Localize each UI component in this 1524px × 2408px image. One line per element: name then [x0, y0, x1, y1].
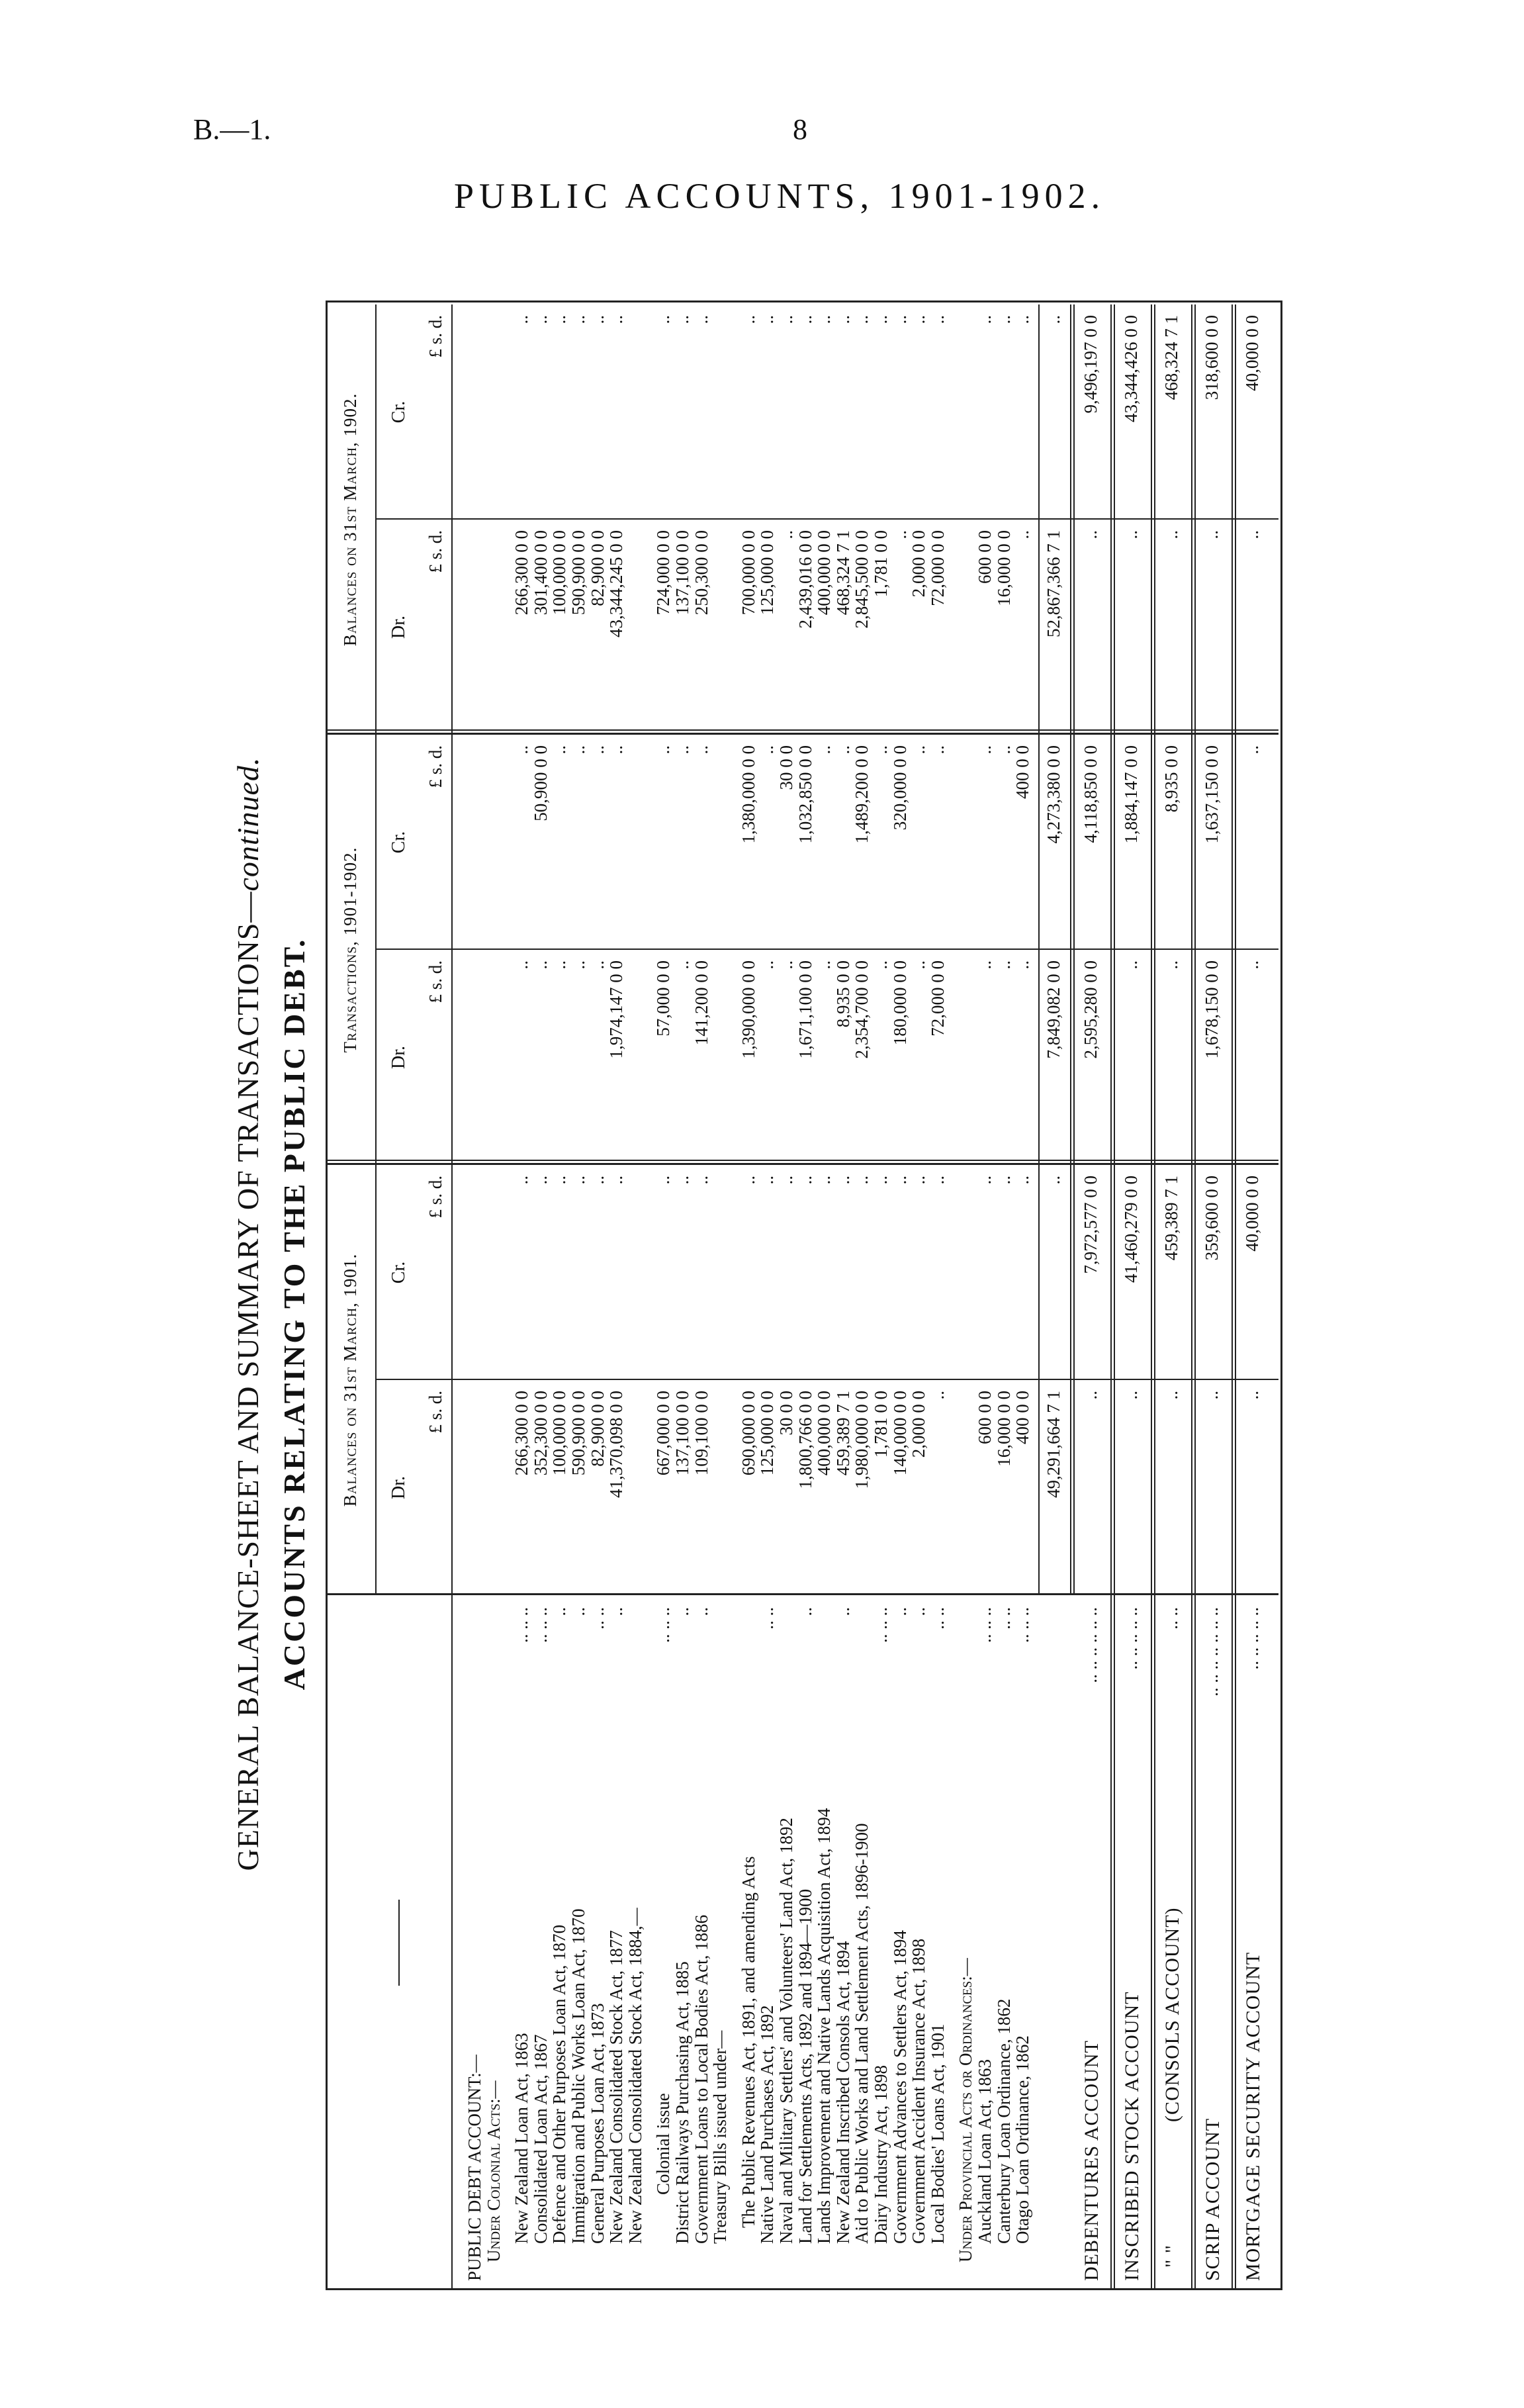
row-value: 700,000 0 0 [738, 530, 758, 616]
ditto-mark: " " [1161, 2245, 1184, 2268]
total-value: 4,273,380 0 0 [1043, 745, 1063, 844]
column-separator [375, 1379, 1278, 1380]
row-label: Auckland Loan Act, 1863 [975, 2059, 995, 2244]
row-value: .. [606, 745, 627, 755]
row-value: 43,344,245 0 0 [606, 530, 627, 637]
row-value: .. [512, 1176, 532, 1185]
account-value: 40,000 0 0 [1242, 315, 1263, 391]
row-value: 266,300 0 0 [512, 1391, 532, 1476]
row-leader: .. .. .. [975, 1607, 995, 1643]
row-value: .. [776, 530, 796, 539]
row-label: New Zealand Consolidated Stock Act, 1877 [606, 1930, 627, 2244]
row-value: 724,000 0 0 [653, 530, 674, 616]
row-leader: .. [909, 1607, 929, 1616]
row-value: 41,370,098 0 0 [606, 1391, 627, 1498]
total-value: 7,849,082 0 0 [1043, 960, 1063, 1059]
row-value: .. [993, 960, 1014, 970]
row-value: 125,000 0 0 [757, 530, 778, 616]
row-value: 1,489,200 0 0 [852, 745, 872, 844]
row-value: .. [672, 315, 692, 324]
total-value: 49,291,664 7 1 [1043, 1391, 1063, 1498]
account-value: .. [1242, 960, 1263, 970]
row-value: .. [993, 745, 1014, 755]
row-value: .. [889, 530, 910, 539]
account-label: INSCRIBED STOCK ACCOUNT [1121, 1991, 1143, 2281]
header-rule [451, 304, 453, 2290]
account-value: .. [1202, 530, 1222, 539]
row-leader: .. .. [927, 1607, 948, 1630]
row-value: .. [691, 315, 711, 324]
row-value: .. [672, 745, 692, 755]
row-value: .. [587, 315, 607, 324]
row-leader: .. .. .. [512, 1607, 532, 1643]
row-value: .. [653, 315, 674, 324]
account-value: 1,637,150 0 0 [1202, 745, 1222, 844]
row-label: Under Provincial Acts or Ordinances:— [956, 1958, 976, 2262]
row-leader: .. .. .. [653, 1607, 674, 1643]
row-label: Otago Loan Ordinance, 1862 [1012, 2035, 1033, 2244]
account-value: .. [1161, 1391, 1182, 1400]
row-leader: .. [606, 1607, 627, 1616]
row-leader: .. [889, 1607, 910, 1616]
account-value: 318,600 0 0 [1202, 315, 1222, 400]
row-value: .. [549, 745, 570, 755]
row-value: .. [606, 315, 627, 324]
account-label: (CONSOLS ACCOUNT) [1161, 1907, 1184, 2122]
row-value: 137,100 0 0 [672, 530, 692, 616]
row-value: 400 0 0 [1012, 745, 1033, 799]
row-value: 2,845,500 0 0 [852, 530, 872, 629]
row-value: .. [832, 315, 853, 324]
report-code: B.—1. [193, 113, 271, 146]
row-value: 1,974,147 0 0 [606, 960, 627, 1059]
column-separator [326, 1593, 1278, 1595]
row-value: .. [852, 315, 872, 324]
account-value: 468,324 7 1 [1161, 315, 1182, 400]
row-label: Local Bodies' Loans Act, 1901 [927, 2023, 948, 2244]
column-header-cr: Cr. [388, 400, 409, 424]
row-value: .. [530, 960, 551, 970]
row-value: .. [738, 315, 758, 324]
account-value: 459,389 7 1 [1161, 1176, 1182, 1261]
row-value: 2,439,016 0 0 [795, 530, 815, 629]
row-value: .. [512, 745, 532, 755]
row-leader: .. [691, 1607, 711, 1616]
section-rule [1235, 304, 1236, 2290]
row-value: 1,800,766 0 0 [795, 1391, 815, 1489]
row-value: .. [587, 960, 607, 970]
row-value: 468,324 7 1 [832, 530, 853, 616]
account-value: 41,460,279 0 0 [1121, 1176, 1142, 1283]
row-value: .. [549, 960, 570, 970]
row-value: .. [909, 1176, 929, 1185]
row-value: .. [1012, 960, 1033, 970]
account-label: MORTGAGE SECURITY ACCOUNT [1242, 1951, 1265, 2281]
row-value: 30 0 0 [776, 745, 796, 790]
row-value: 400,000 0 0 [814, 530, 834, 616]
row-value: 141,200 0 0 [691, 960, 711, 1046]
row-value: .. [832, 745, 853, 755]
account-value: 7,972,577 0 0 [1081, 1176, 1101, 1274]
account-value: .. [1081, 530, 1101, 539]
account-value: .. [1242, 745, 1263, 755]
row-label: Lands Improvement and Native Lands Acquisition Act, 1894 [814, 1808, 834, 2244]
row-value: .. [530, 315, 551, 324]
row-value: .. [512, 960, 532, 970]
row-value: .. [1012, 1176, 1033, 1185]
row-value: 2,000 0 0 [909, 1391, 929, 1458]
account-value: .. [1121, 1391, 1142, 1400]
row-value: 1,390,000 0 0 [738, 960, 758, 1059]
row-label: Immigration and Public Works Loan Act, 1870 [568, 1908, 588, 2244]
account-value: 40,000 0 0 [1242, 1176, 1263, 1252]
row-value: .. [653, 1176, 674, 1185]
column-units: £ s. d. [426, 530, 445, 573]
row-value: 590,900 0 0 [568, 530, 588, 616]
row-value: .. [871, 315, 891, 324]
document-subtitle: ACCOUNTS RELATING TO THE PUBLIC DEBT. [277, 937, 311, 1690]
row-value: .. [776, 960, 796, 970]
row-value: .. [795, 1176, 815, 1185]
total-value: .. [1043, 1176, 1063, 1185]
row-label: Canterbury Loan Ordinance, 1862 [993, 1998, 1014, 2244]
row-value: .. [993, 315, 1014, 324]
row-label: Consolidated Loan Act, 1867 [530, 2034, 551, 2244]
row-value: .. [606, 1176, 627, 1185]
row-value: 667,000 0 0 [653, 1391, 674, 1476]
row-value: 100,000 0 0 [549, 1391, 570, 1476]
row-label: Under Colonial Acts:— [483, 2080, 504, 2262]
account-value: .. [1121, 530, 1142, 539]
row-value: .. [795, 315, 815, 324]
row-value: .. [1012, 315, 1033, 324]
page-title: PUBLIC ACCOUNTS, 1901-1902. [454, 176, 1106, 216]
total-rule [1070, 304, 1071, 1595]
column-header-dr: Dr. [388, 1046, 409, 1069]
column-separator [326, 1160, 1278, 1161]
row-label: Native Land Purchases Act, 1892 [757, 2005, 778, 2244]
column-separator [375, 949, 1278, 950]
row-value: 600 0 0 [975, 1391, 995, 1444]
row-label: PUBLIC DEBT ACCOUNT:— [465, 2055, 484, 2281]
row-label: Treasury Bills issued under— [710, 2030, 731, 2244]
row-value: .. [691, 1176, 711, 1185]
row-value: 590,900 0 0 [568, 1391, 588, 1476]
section-rule [1110, 304, 1112, 2290]
row-value: .. [871, 960, 891, 970]
header-dash [398, 1900, 400, 1986]
column-separator [326, 1163, 1278, 1165]
account-value: 1,884,147 0 0 [1121, 745, 1142, 844]
row-label: The Public Revenues Act, 1891, and amending Acts [738, 1856, 758, 2228]
row-value: 400 0 0 [1012, 1391, 1033, 1444]
row-value: 400,000 0 0 [814, 1391, 834, 1476]
section-rule [1191, 304, 1192, 2290]
row-value: .. [927, 1391, 948, 1400]
row-value: .. [568, 315, 588, 324]
row-value: .. [568, 960, 588, 970]
column-separator [375, 518, 1278, 520]
row-leader: .. [832, 1607, 853, 1616]
row-value: 57,000 0 0 [653, 960, 674, 1037]
row-value: .. [927, 1176, 948, 1185]
row-leader: .. [568, 1607, 588, 1616]
column-header-dr: Dr. [388, 1476, 409, 1499]
row-value: .. [549, 1176, 570, 1185]
total-rule [1073, 304, 1075, 1595]
column-separator [326, 729, 1278, 731]
row-label: New Zealand Inscribed Consols Act, 1894 [832, 1941, 853, 2244]
row-value: 320,000 0 0 [889, 745, 910, 831]
row-value: .. [587, 1176, 607, 1185]
account-value: .. [1161, 530, 1182, 539]
row-value: .. [852, 1176, 872, 1185]
row-value: 30 0 0 [776, 1391, 796, 1436]
row-leader: .. .. .. [1012, 1607, 1033, 1643]
row-value: 2,354,700 0 0 [852, 960, 872, 1059]
row-value: 1,032,850 0 0 [795, 745, 815, 844]
account-value: 4,118,850 0 0 [1081, 745, 1101, 843]
header-rule [375, 304, 377, 1595]
row-label: Colonial issue [653, 2093, 674, 2195]
row-value: .. [530, 1176, 551, 1185]
row-label: New Zealand Consolidated Stock Act, 1884,— [625, 1908, 645, 2244]
section-rule [1194, 304, 1196, 2290]
row-value: 1,781 0 0 [871, 1391, 891, 1458]
row-leader: .. .. .. [871, 1607, 891, 1643]
row-value: .. [549, 315, 570, 324]
row-value: .. [814, 1176, 834, 1185]
row-leader: .. .. .. [530, 1607, 551, 1643]
row-label: New Zealand Loan Act, 1863 [512, 2033, 532, 2244]
row-value: .. [927, 745, 948, 755]
row-value: 1,781 0 0 [871, 530, 891, 598]
row-value: 600 0 0 [975, 530, 995, 584]
account-value: 1,678,150 0 0 [1202, 960, 1222, 1059]
row-leader: .. .. [587, 1607, 607, 1630]
row-value: 72,000 0 0 [927, 960, 948, 1037]
row-value: .. [653, 745, 674, 755]
row-value: .. [814, 960, 834, 970]
row-value: .. [691, 745, 711, 755]
row-value: .. [975, 1176, 995, 1185]
row-value: 1,671,100 0 0 [795, 960, 815, 1059]
row-value: 250,300 0 0 [691, 530, 711, 616]
row-value: .. [568, 1176, 588, 1185]
row-value: 301,400 0 0 [530, 530, 551, 616]
row-value: .. [975, 960, 995, 970]
row-leader: .. .. .. .. .. .. .. [1202, 1607, 1222, 1696]
row-label: General Purposes Loan Act, 1873 [587, 2003, 607, 2244]
account-label: SCRIP ACCOUNT [1202, 2117, 1224, 2281]
row-value: .. [871, 1176, 891, 1185]
section-rule [1232, 304, 1233, 2290]
document-title-continued: continued. [231, 757, 265, 892]
row-value: .. [889, 315, 910, 324]
account-value: .. [1242, 530, 1263, 539]
rotated-table-block [213, 271, 1298, 2356]
row-value: .. [927, 315, 948, 324]
row-value: 690,000 0 0 [738, 1391, 758, 1476]
row-leader: .. [549, 1607, 570, 1616]
row-value: .. [909, 745, 929, 755]
account-value: 43,344,426 0 0 [1121, 315, 1142, 422]
row-value: 82,900 0 0 [587, 1391, 607, 1467]
row-label: Government Accident Insurance Act, 1898 [909, 1938, 929, 2244]
row-value: 72,000 0 0 [927, 530, 948, 606]
account-value: 359,600 0 0 [1202, 1176, 1222, 1261]
row-label: Naval and Military Settlers' and Volunteers' Land Act, 1892 [776, 1818, 796, 2244]
row-value: 50,900 0 0 [530, 745, 551, 821]
row-value: 180,000 0 0 [889, 960, 910, 1046]
row-leader: .. .. [993, 1607, 1014, 1630]
account-label: DEBENTURES ACCOUNT [1081, 2040, 1103, 2281]
account-value: 8,935 0 0 [1161, 745, 1182, 813]
account-value: .. [1161, 960, 1182, 970]
row-leader: .. .. .. .. .. [1121, 1607, 1142, 1670]
row-value: .. [587, 745, 607, 755]
page-number: 8 [793, 113, 807, 146]
row-leader: .. .. [1161, 1607, 1182, 1630]
row-leader: .. [795, 1607, 815, 1616]
row-label: Dairy Industry Act, 1898 [871, 2065, 891, 2244]
row-value: 16,000 0 0 [993, 1391, 1014, 1467]
row-value: .. [512, 315, 532, 324]
account-value: .. [1242, 1391, 1263, 1400]
row-value: 109,100 0 0 [691, 1391, 711, 1476]
column-header-cr: Cr. [388, 831, 409, 854]
total-rule [1038, 304, 1040, 1595]
row-value: .. [672, 1176, 692, 1185]
row-value: 266,300 0 0 [512, 530, 532, 616]
row-value: .. [776, 315, 796, 324]
row-value: 125,000 0 0 [757, 1391, 778, 1476]
row-value: .. [909, 315, 929, 324]
row-value: .. [672, 960, 692, 970]
column-group-header: Balances on 31st March, 1901. [340, 1253, 360, 1507]
section-rule [1154, 304, 1155, 2290]
row-label: Aid to Public Works and Land Settlement Acts, 1896-1900 [852, 1823, 872, 2244]
total-value: .. [1043, 315, 1063, 324]
row-value: .. [738, 1176, 758, 1185]
row-value: .. [757, 1176, 778, 1185]
row-value: .. [832, 1176, 853, 1185]
row-label: Defence and Other Purposes Loan Act, 1870 [549, 1924, 570, 2244]
row-value: .. [757, 960, 778, 970]
row-value: .. [776, 1176, 796, 1185]
column-units: £ s. d. [426, 315, 445, 358]
total-value: 52,867,366 7 1 [1043, 530, 1063, 637]
row-value: .. [975, 745, 995, 755]
row-value: 8,935 0 0 [832, 960, 853, 1028]
row-value: 1,980,000 0 0 [852, 1391, 872, 1489]
column-header-cr: Cr. [388, 1261, 409, 1284]
row-value: .. [814, 745, 834, 755]
section-rule [1151, 304, 1152, 2290]
row-value: .. [757, 745, 778, 755]
row-value: .. [568, 745, 588, 755]
account-value: .. [1202, 1391, 1222, 1400]
row-leader: .. .. [757, 1607, 778, 1630]
account-value: 9,496,197 0 0 [1081, 315, 1101, 414]
row-label: Land for Settlements Acts, 1892 and 1894—1900 [795, 1888, 815, 2244]
document-title [233, 271, 263, 2356]
row-value: .. [871, 745, 891, 755]
row-value: 137,100 0 0 [672, 1391, 692, 1476]
column-group-header: Transactions, 1901-1902. [340, 847, 360, 1053]
row-label: District Railways Purchasing Act, 1885 [672, 1961, 692, 2244]
column-units: £ s. d. [426, 745, 445, 788]
row-value: .. [993, 1176, 1014, 1185]
column-group-header: Balances on 31st March, 1902. [340, 393, 360, 647]
row-value: .. [889, 1176, 910, 1185]
row-leader: .. [672, 1607, 692, 1616]
row-label: Government Advances to Settlers Act, 1894 [889, 1930, 910, 2244]
row-value: .. [909, 960, 929, 970]
account-value: 2,595,280 0 0 [1081, 960, 1101, 1059]
column-separator [326, 733, 1278, 735]
row-value: 140,000 0 0 [889, 1391, 910, 1476]
section-rule [1114, 304, 1115, 2290]
row-value: 100,000 0 0 [549, 530, 570, 616]
row-value: .. [757, 315, 778, 324]
row-value: 82,900 0 0 [587, 530, 607, 606]
row-leader: .. .. .. .. .. [1242, 1607, 1263, 1670]
row-value: 1,380,000 0 0 [738, 745, 758, 844]
row-value: 459,389 7 1 [832, 1391, 853, 1476]
account-value: .. [1081, 1391, 1101, 1400]
row-value: 352,300 0 0 [530, 1391, 551, 1476]
row-value: 2,000 0 0 [909, 530, 929, 598]
column-header-dr: Dr. [388, 616, 409, 639]
row-value: .. [1012, 530, 1033, 539]
row-label: Government Loans to Local Bodies Act, 1886 [691, 1914, 711, 2244]
row-value: 16,000 0 0 [993, 530, 1014, 606]
row-value: .. [975, 315, 995, 324]
column-units: £ s. d. [426, 1176, 445, 1219]
column-units: £ s. d. [426, 960, 445, 1003]
account-value: .. [1121, 960, 1142, 970]
row-value: .. [814, 315, 834, 324]
column-units: £ s. d. [426, 1391, 445, 1434]
row-leader: .. .. .. .. .. .. [1081, 1607, 1101, 1683]
document-title-main: GENERAL BALANCE-SHEET AND SUMMARY OF TRANSACTIONS— [231, 891, 265, 1871]
